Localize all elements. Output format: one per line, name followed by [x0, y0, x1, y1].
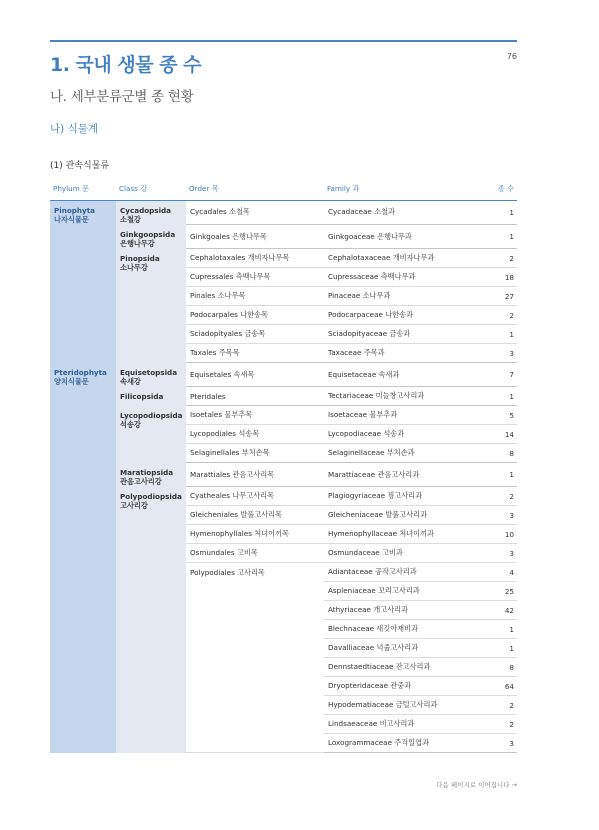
class-cell-latin: Filicopsida: [120, 391, 164, 401]
species-count-cell: 7: [487, 363, 517, 387]
order-cell: Sciadopityales 금송목: [186, 325, 324, 344]
species-count-cell: 2: [487, 715, 517, 734]
species-count-cell: 1: [487, 325, 517, 344]
family-cell: Taxaceae 주목과: [324, 344, 487, 363]
family-cell: Cupressaceae 측백나무과: [324, 268, 487, 287]
class-cell-latin: Polypodiopsida: [120, 491, 182, 501]
phylum-cell-korean: 양치식물문: [54, 377, 89, 386]
family-cell: Cephalotaxaceae 개비자나무과: [324, 249, 487, 268]
class-cell-korean: 관음고사리강: [120, 477, 162, 486]
continued-note: 다음 페이지로 이어집니다 →: [436, 781, 517, 789]
class-cell: [116, 406, 186, 463]
phylum-cell-latin: Pinophyta: [54, 205, 96, 215]
family-cell: Osmundaceae 고비과: [324, 544, 487, 563]
class-cell-latin: Pinopsida: [120, 253, 160, 263]
family-cell: Selaginellaceae 부처손과: [324, 444, 487, 463]
column-header-order: Order 목: [186, 179, 324, 200]
family-cell: Lycopodiaceae 석송과: [324, 425, 487, 444]
order-cell: Pteridales: [186, 387, 324, 406]
order-cell: Isoetales 물부추목: [186, 406, 324, 425]
subsection-heading: (1) 관속식물류: [50, 161, 110, 171]
species-count-cell: 8: [487, 658, 517, 677]
species-count-cell: 1: [487, 620, 517, 639]
phylum-cell-latin: Pteridophyta: [54, 367, 107, 377]
family-cell: Equisetaceae 속새과: [324, 363, 487, 387]
species-count-cell: 2: [487, 249, 517, 268]
family-cell: Hypodematiaceae 금털고사리과: [324, 696, 487, 715]
class-cell-korean: 소철강: [120, 215, 141, 224]
table-row: [50, 363, 517, 387]
class-cell: [116, 487, 186, 753]
species-count-cell: 1: [487, 225, 517, 249]
species-count-cell: 1: [487, 639, 517, 658]
class-cell-latin: Equisetopsida: [120, 367, 178, 377]
species-count-cell: 8: [487, 444, 517, 463]
family-cell: Marattiaceae 관음고사리과: [324, 463, 487, 487]
order-cell: Cupressales 측백나무목: [186, 268, 324, 287]
species-count-cell: 2: [487, 487, 517, 506]
table-row: [50, 463, 517, 487]
table-row: [50, 406, 517, 425]
order-cell: Cyatheales 나무고사리목: [186, 487, 324, 506]
order-cell: Cycadales 소철목: [186, 200, 324, 225]
phylum-cell: [50, 200, 116, 363]
class-cell-korean: 속새강: [120, 377, 141, 386]
species-count-cell: 14: [487, 425, 517, 444]
table-row: [50, 225, 517, 249]
table-row: [50, 200, 517, 225]
species-count-cell: 5: [487, 406, 517, 425]
class-cell: [116, 200, 186, 225]
family-cell: Isoetaceae 물부추과: [324, 406, 487, 425]
family-cell: Hymenophyllaceae 처녀이끼과: [324, 525, 487, 544]
species-count-cell: 42: [487, 601, 517, 620]
species-count-cell: 1: [487, 200, 517, 225]
order-cell: Osmundales 고비목: [186, 544, 324, 563]
class-cell-korean: 고사리강: [120, 501, 148, 510]
family-cell: Ginkgoaceae 은행나무과: [324, 225, 487, 249]
order-cell: Cephalotaxales 개비자나무목: [186, 249, 324, 268]
table-row: [50, 249, 517, 268]
page-subtitle: 나. 세부분류군별 종 현황: [50, 89, 194, 105]
header-rule: [50, 40, 517, 42]
species-count-cell: 18: [487, 268, 517, 287]
family-cell: Dennstaedtiaceae 잔고사리과: [324, 658, 487, 677]
column-header-count: 종 수: [487, 179, 517, 200]
species-count-cell: 1: [487, 463, 517, 487]
class-cell: [116, 249, 186, 363]
family-cell: Podocarpaceae 나한송과: [324, 306, 487, 325]
species-count-cell: 3: [487, 344, 517, 363]
order-cell: Pinales 소나무목: [186, 287, 324, 306]
family-cell: Tectariaceae 미늘창고사리과: [324, 387, 487, 406]
species-count-cell: 3: [487, 506, 517, 525]
class-cell-latin: Maratiopsida: [120, 467, 174, 477]
class-cell-latin: Ginkgoopsida: [120, 229, 176, 239]
family-cell: Adiantaceae 공작고사리과: [324, 563, 487, 582]
class-cell: [116, 463, 186, 487]
family-cell: Gleicheniaceae 발풀고사리과: [324, 506, 487, 525]
order-cell: Lycopodiales 석송목: [186, 425, 324, 444]
order-cell: Ginkgoales 은행나무목: [186, 225, 324, 249]
page-number: 76: [506, 52, 517, 61]
family-cell: Athyriaceae 개고사리과: [324, 601, 487, 620]
family-cell: Aspleniaceae 꼬리고사리과: [324, 582, 487, 601]
species-count-cell: 2: [487, 306, 517, 325]
family-cell: Dryopteridaceae 관중과: [324, 677, 487, 696]
class-cell-latin: Lycopodiopsida: [120, 410, 183, 420]
table-body: [50, 200, 517, 753]
family-cell: Plagiogyriaceae 꿩고사리과: [324, 487, 487, 506]
order-cell: Equisetales 속새목: [186, 363, 324, 387]
column-header-phylum: Phylum 문: [50, 179, 116, 200]
order-cell: Polypodiales 고사리목: [186, 563, 324, 753]
section-heading: 나) 식물계: [50, 123, 99, 135]
class-cell-korean: 소나무강: [120, 263, 148, 272]
species-count-cell: 2: [487, 696, 517, 715]
family-cell: Cycadaceae 소철과: [324, 200, 487, 225]
column-header-class: Class 강: [116, 179, 186, 200]
order-cell: Marattiales 관음고사리목: [186, 463, 324, 487]
order-cell: Gleicheniales 발풀고사리목: [186, 506, 324, 525]
family-cell: Blechnaceae 새깃아재비과: [324, 620, 487, 639]
species-count-cell: 64: [487, 677, 517, 696]
phylum-cell-korean: 나자식물문: [54, 215, 89, 224]
family-cell: Lindsaeaceae 비고사리과: [324, 715, 487, 734]
class-cell-latin: Cycadopsida: [120, 205, 172, 215]
phylum-cell: [50, 363, 116, 753]
class-cell: [116, 387, 186, 406]
species-count-cell: 4: [487, 563, 517, 582]
species-count-cell: 3: [487, 544, 517, 563]
order-cell: Selaginellales 부처손목: [186, 444, 324, 463]
table-header-row: [50, 179, 517, 200]
order-cell: Hymenophyllales 처녀이끼목: [186, 525, 324, 544]
family-cell: Loxogrammaceae 주걱일엽과: [324, 734, 487, 753]
class-cell-korean: 은행나무강: [120, 239, 155, 248]
table-row: [50, 387, 517, 406]
order-cell: Taxales 주목목: [186, 344, 324, 363]
page-title: 1. 국내 생물 종 수: [50, 54, 202, 76]
family-cell: Pinaceae 소나무과: [324, 287, 487, 306]
species-count-cell: 25: [487, 582, 517, 601]
species-count-cell: 10: [487, 525, 517, 544]
class-cell: [116, 225, 186, 249]
column-header-family: Family 과: [324, 179, 487, 200]
species-count-cell: 1: [487, 387, 517, 406]
species-count-cell: 3: [487, 734, 517, 753]
taxonomy-table: [50, 179, 517, 753]
order-cell: Podocarpales 나한송목: [186, 306, 324, 325]
family-cell: Sciadopityaceae 금송과: [324, 325, 487, 344]
class-cell-korean: 석송강: [120, 420, 141, 429]
table-row: [50, 487, 517, 506]
species-count-cell: 27: [487, 287, 517, 306]
class-cell: [116, 363, 186, 387]
family-cell: Davalliaceae 넉줄고사리과: [324, 639, 487, 658]
